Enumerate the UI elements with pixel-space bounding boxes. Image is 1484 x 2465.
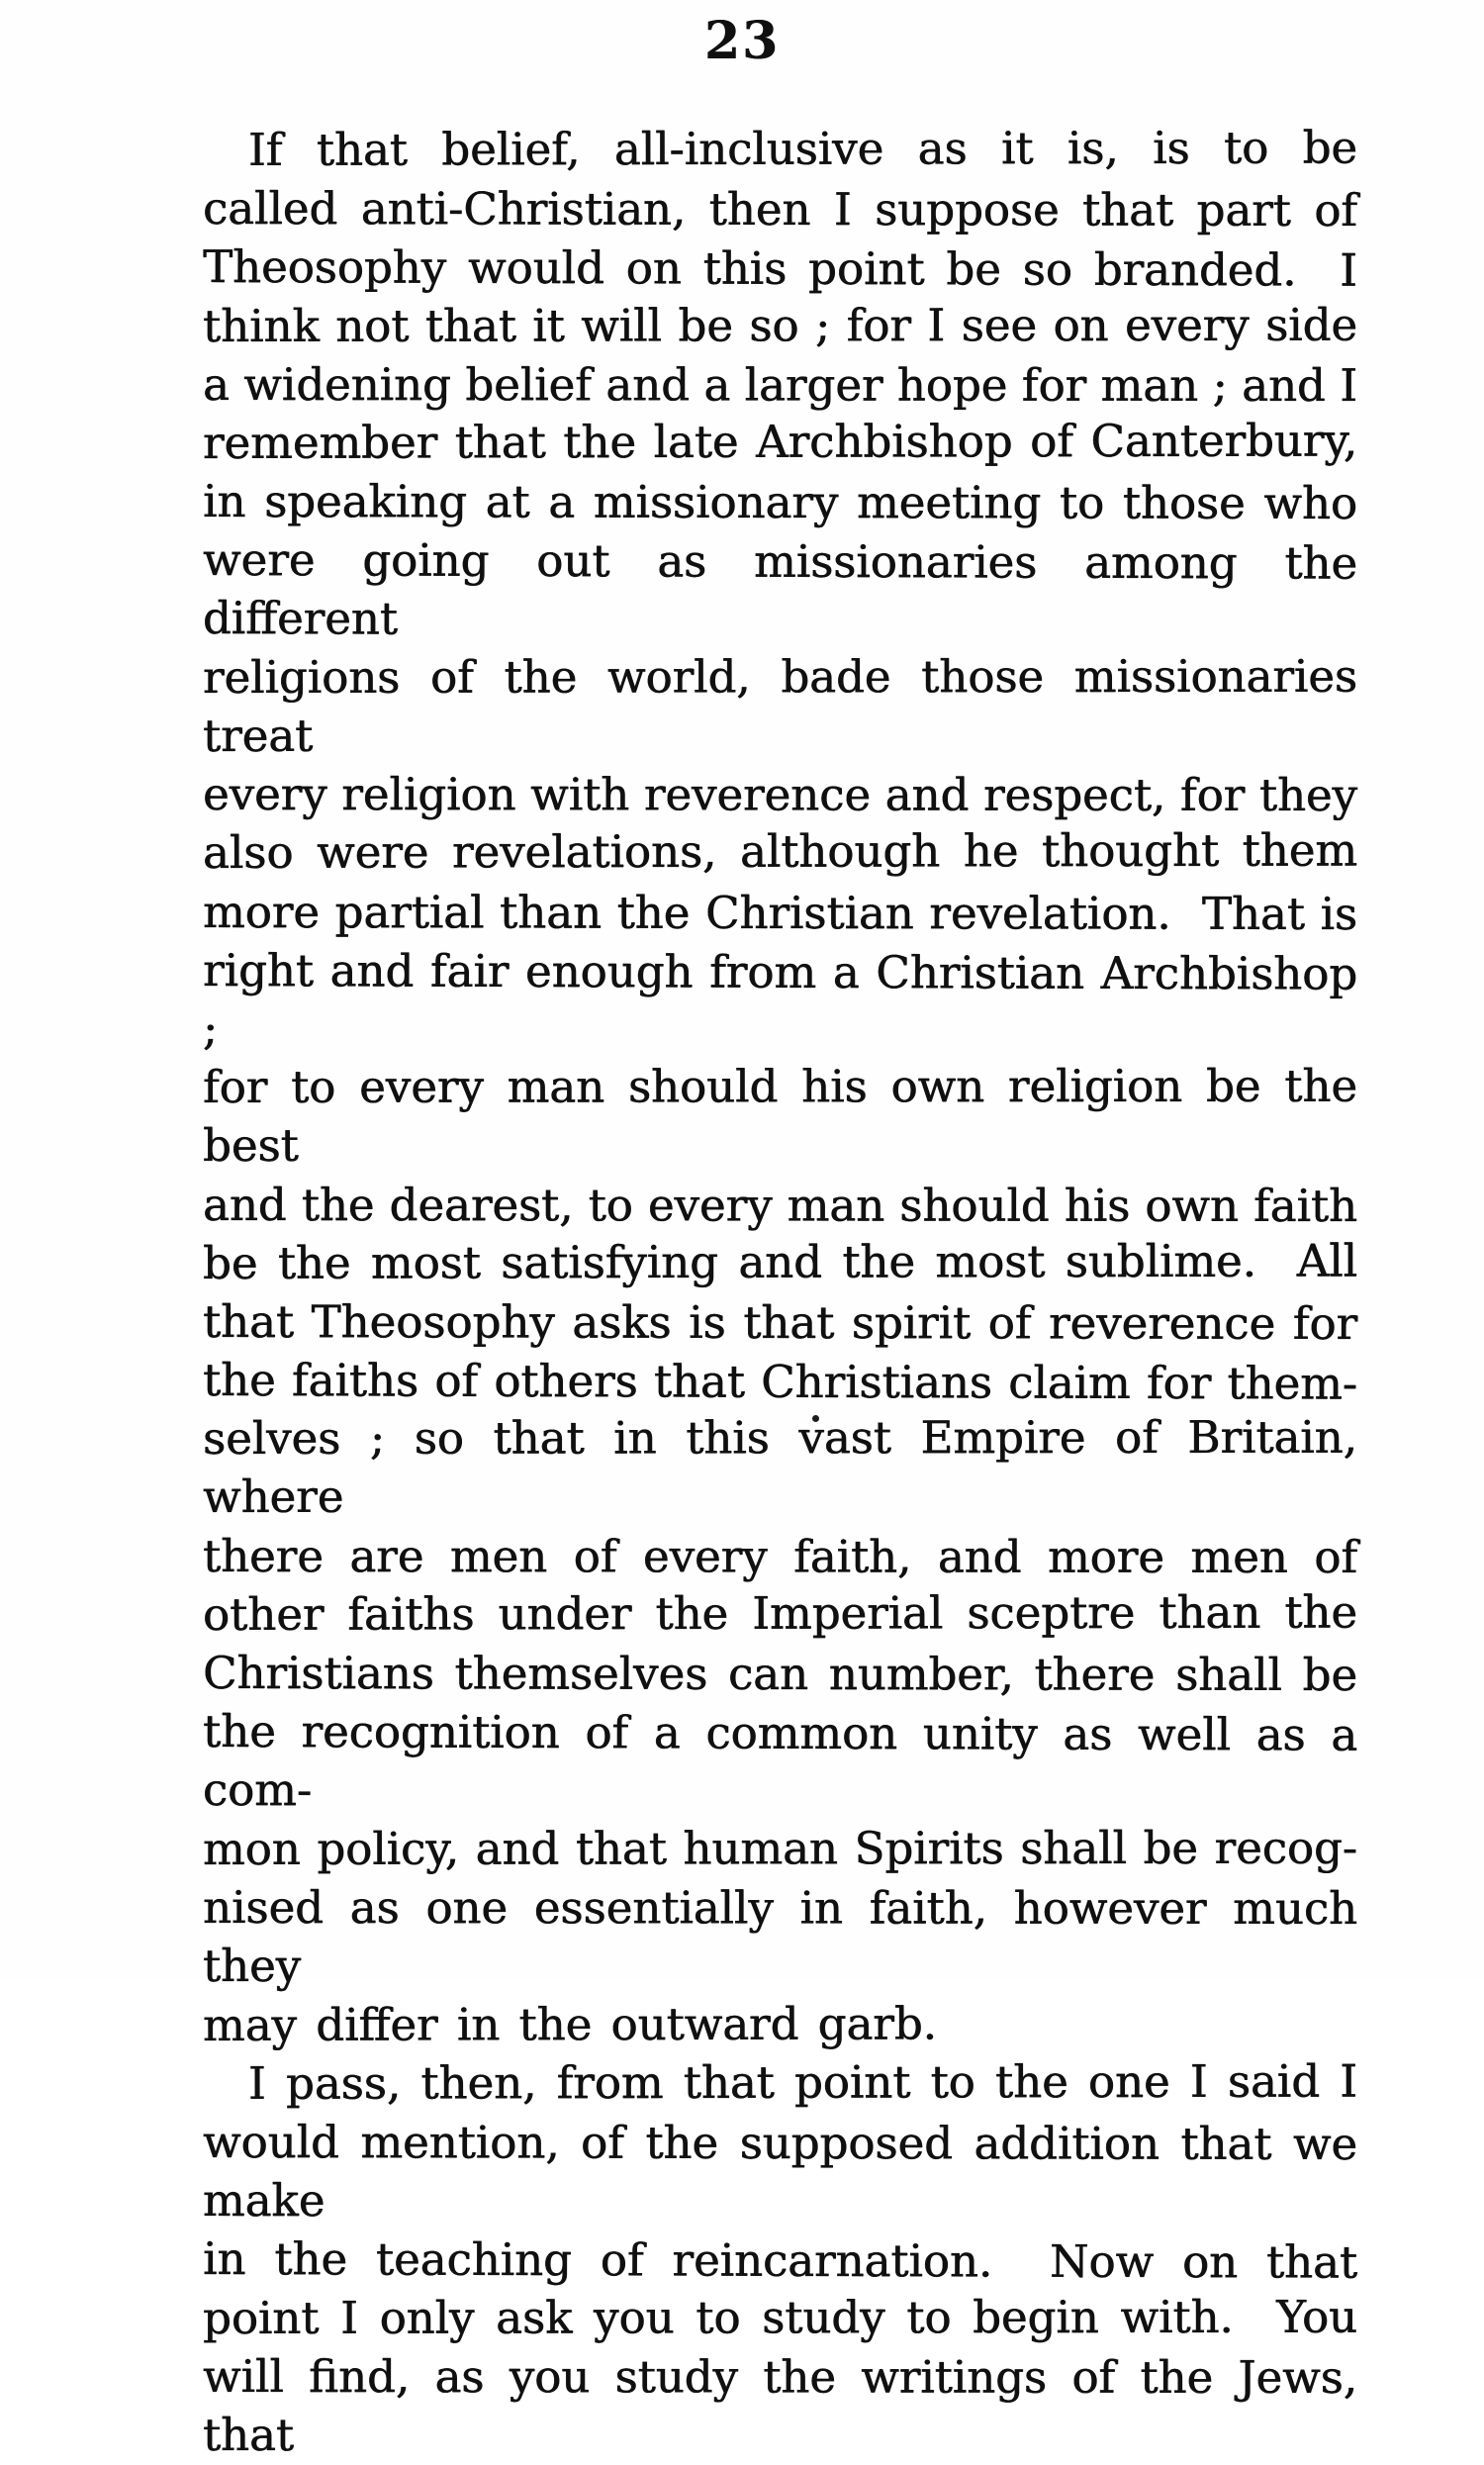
text-line: mon policy, and that human Spirits shall be recog- [202, 1821, 1358, 1875]
page-number: 23 [703, 11, 781, 71]
text-line: right and fair enough from a Christian Archbishop ; [202, 943, 1372, 1056]
text-line: in the teaching of reincarnation. Now on that [202, 2232, 1358, 2289]
paragraph [202, 121, 1372, 2054]
text-line: religions of the world, bade those missionaries treat [202, 649, 1372, 763]
text-line: also were revelations, although he thought them [202, 823, 1358, 880]
text-line: there are men of every faith, and more men of [202, 1529, 1358, 1583]
text-line: If that belief, all-inclusive as it is, is to be [247, 121, 1358, 176]
text-line: in speaking at a missionary meeting to those who [202, 475, 1358, 530]
text-line: a widening belief and a larger hope for man ; and I [202, 357, 1358, 412]
text-line: the recognition of a common unity as well as a com- [202, 1705, 1372, 1818]
text-line: point I only ask you to study to begin with. You [202, 2290, 1358, 2344]
text-line: selves ; so that in this vast Empire of Britain, where [202, 1411, 1372, 1524]
text-line: would mention, of the supposed addition that we make [202, 2115, 1372, 2228]
text-line: more partial than the Christian revelation. That is [202, 885, 1358, 940]
text-line: will find, as you study the writings of the Jews, that [202, 2349, 1372, 2462]
text-line: may differ in the outward garb. [202, 1996, 937, 2051]
text-line: remember that the late Archbishop of Canterbury, [202, 414, 1358, 470]
text-line: for to every man should his own religion be the best [202, 1060, 1372, 1173]
text-line: I pass, then, from that point to the one I said I [247, 2054, 1358, 2110]
text-line: think not that it will be so ; for I see on every side [202, 298, 1358, 352]
text-line: and the dearest, to every man should his own faith [202, 1178, 1358, 1232]
text-line: that Theosophy asks is that spirit of reverence for [202, 1295, 1358, 1351]
text-line: Theosophy would on this point be so branded. I [202, 240, 1358, 298]
text-line: called anti-Christian, then I suppose that part of [202, 182, 1358, 237]
text-line: Christians themselves can number, there shall be [202, 1647, 1358, 1702]
paragraph [202, 2054, 1372, 2464]
text-line: be the most satisfying and the most sublime. All [202, 1234, 1358, 1289]
text-line: other faiths under the Imperial sceptre than the [202, 1585, 1358, 1642]
text-line: nised as one essentially in faith, however much they [202, 1881, 1372, 1993]
text-line: the faiths of others that Christians claim for them- [202, 1354, 1358, 1410]
body-text [202, 121, 1372, 2464]
text-line: were going out as missionaries among the different [202, 533, 1372, 646]
text-line: every religion with reverence and respect, for they [202, 768, 1358, 822]
